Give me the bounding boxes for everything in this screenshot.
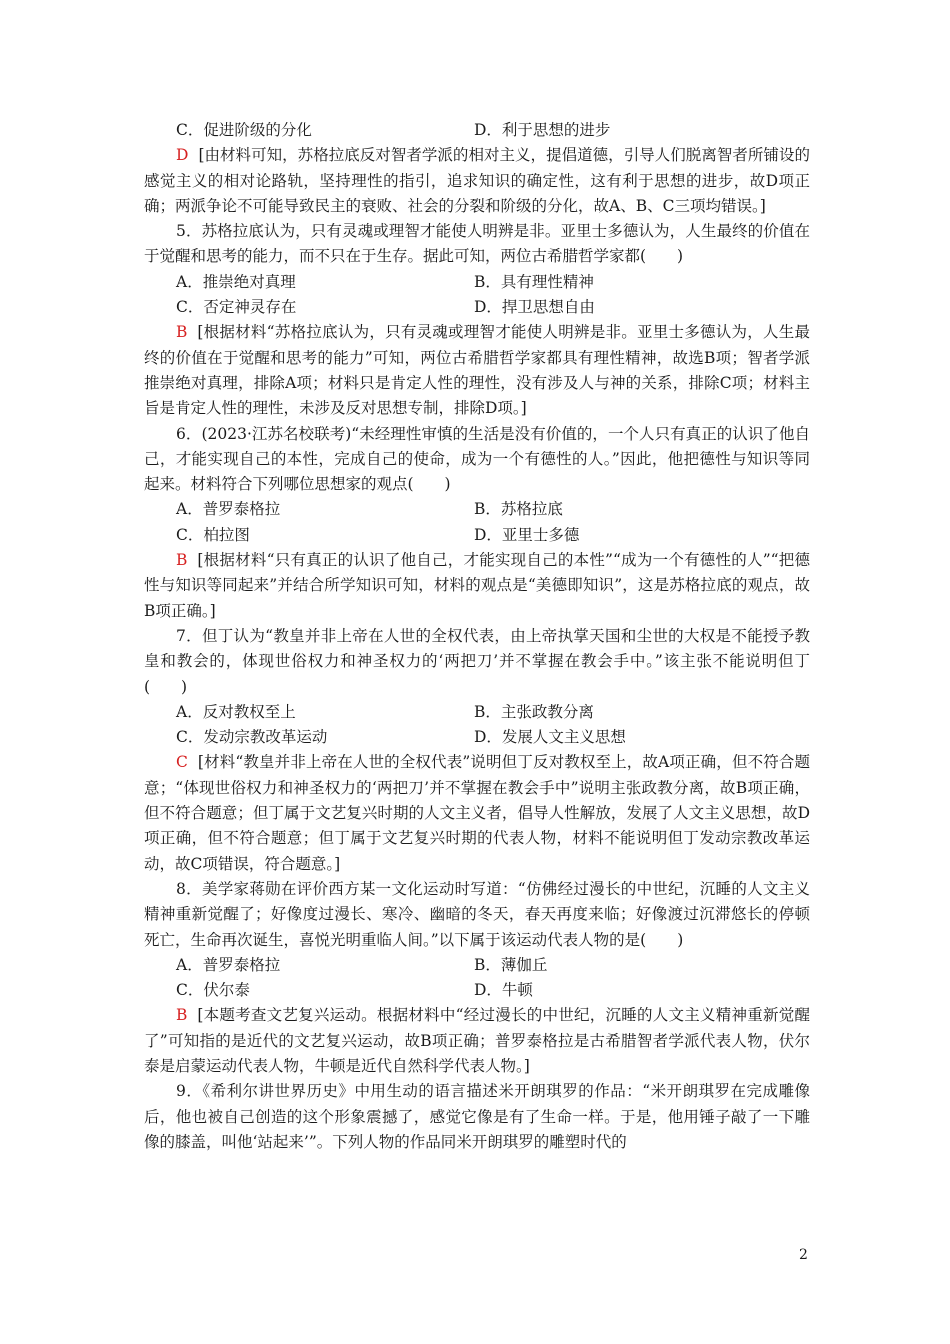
q6-options-ab (144, 497, 810, 522)
q8-explanation: [本题考查文艺复兴运动。根据材料中“经过漫长的中世纪，沉睡的人文主义精神重新觉醒了”可知指的是近代的文艺复兴运动，故B项正确；普罗泰格拉是古希腊智者学派代表人物，伏尔泰是启蒙运动代表人物，牛顿是近代自然科学代表人物。] (144, 1006, 810, 1075)
q4-options-cd (144, 118, 810, 143)
q5-answer-letter: B (176, 323, 188, 342)
q8-option-d: D．牛顿 (474, 981, 533, 1000)
q5-option-d: D．捍卫思想自由 (474, 298, 595, 317)
q4-answer-letter: D (176, 146, 189, 165)
q5-options-ab (144, 270, 810, 295)
q5-option-a: A．推崇绝对真理 (176, 272, 296, 291)
q5-explanation: [根据材料“苏格拉底认为，只有灵魂或理智才能使人明辨是非。亚里士多德认为，人生最终的价值在于觉醒和思考的能力”可知，两位古希腊哲学家都具有理性精神，故选B项；智者学派推崇绝对真理，排除A项；材料只是肯定人性的理性，没有涉及人与神的关系，排除C项；材料主旨是肯定人性的理性，未涉及反对思想专制，排除D项。] (144, 323, 810, 418)
q8-answer-block (144, 1003, 810, 1079)
q4-option-c: C．促进阶级的分化 (176, 121, 312, 139)
q5-stem: 5．苏格拉底认为，只有灵魂或理智才能使人明辨是非。亚里士多德认为，人生最终的价值在于觉醒和思考的能力，而不只在于生存。据此可知，两位古希腊哲学家都( ) (144, 222, 810, 266)
q6-option-b: B．苏格拉底 (474, 500, 563, 519)
q6-option-c: C．柏拉图 (176, 525, 250, 544)
page-content (144, 118, 810, 1155)
q9-stem: 9．《希利尔讲世界历史》中用生动的语言描述米开朗琪罗的作品：“米开朗琪罗在完成雕像后，他也被自己创造的这个形象震撼了，感觉它像是有了生命一样。于是，他用锤子敲了一下雕像的膝盖，叫他‘站起来’”。下列人物的作品同米开朗琪罗的雕塑时代的 (144, 1082, 810, 1151)
q6-option-d: D．亚里士多德 (474, 525, 580, 544)
q6-explanation: [根据材料“只有真正的认识了他自己，才能实现自己的本性”“成为一个有德性的人”“把德性与知识等同起来”并结合所学知识可知，材料的观点是“美德即知识”，这是苏格拉底的观点，故B项正确。] (144, 551, 810, 620)
q5-option-b: B．具有理性精神 (474, 272, 594, 291)
q6-option-a: A．普罗泰格拉 (176, 500, 281, 519)
q7-option-d: D．发展人文主义思想 (474, 728, 626, 747)
q7-option-b: B．主张政教分离 (474, 702, 594, 721)
q6-stem: 6．(2023·江苏名校联考)“未经理性审慎的生活是没有价值的，一个人只有真正的认识了他自己，才能实现自己的本性，完成自己的使命，成为一个有德性的人。”因此，他把德性与知识等同起来。材料符合下列哪位思想家的观点( ) (144, 424, 810, 494)
q7-answer-letter: C (176, 753, 188, 772)
q5-answer-block (144, 320, 810, 421)
q7-option-c: C．发动宗教改革运动 (176, 728, 328, 747)
q4-answer-block (144, 143, 810, 219)
q8-option-a: A．普罗泰格拉 (176, 955, 281, 974)
q6-answer-letter: B (176, 551, 188, 570)
q8-options-cd (144, 978, 810, 1003)
page-number: 2 (799, 1247, 808, 1263)
q6-options-cd (144, 523, 810, 548)
q4-explanation: [由材料可知，苏格拉底反对智者学派的相对主义，提倡道德，引导人们脱离智者所铺设的感觉主义的相对论路轨，坚持理性的指引，追求知识的确定性，这有利于思想的进步，故D项正确；两派争论不可能导致民主的衰败、社会的分裂和阶级的分化，故A、B、C三项均错误。] (144, 146, 810, 215)
q8-option-b: B．薄伽丘 (474, 955, 548, 974)
q8-options-ab (144, 953, 810, 978)
q7-options-ab (144, 700, 810, 725)
q7-explanation: [材料“教皇并非上帝在人世的全权代表”说明但丁反对教权至上，故A项正确，但不符合题意；“体现世俗权力和神圣权力的‘两把刀’并不掌握在教会手中”说明主张政教分离，故B项正确，但不符合题意；但丁属于文艺复兴时期的人文主义者，倡导人性解放，发展了人文主义思想，故D项正确，但不符合题意；但丁属于文艺复兴时期的代表人物，材料不能说明但丁发动宗教改革运动，故C项错误，符合题意。] (144, 753, 810, 873)
q7-stem: 7．但丁认为“教皇并非上帝在人世的全权代表，由上帝执掌天国和尘世的大权是不能授予教皇和教会的，体现世俗权力和神圣权力的‘两把刀’并不掌握在教会手中。”该主张不能说明但丁( ) (144, 626, 810, 696)
q7-answer-block (144, 750, 810, 876)
q8-answer-letter: B (176, 1006, 188, 1025)
q8-option-c: C．伏尔泰 (176, 981, 250, 1000)
q7-option-a: A．反对教权至上 (176, 702, 296, 721)
q6-answer-block (144, 548, 810, 624)
q5-option-c: C．否定神灵存在 (176, 298, 297, 317)
q4-option-d: D．利于思想的进步 (474, 121, 611, 139)
q5-options-cd (144, 295, 810, 320)
q7-options-cd (144, 725, 810, 750)
q8-stem: 8．美学家蒋勋在评价西方某一文化运动时写道：“仿佛经过漫长的中世纪，沉睡的人文主义精神重新觉醒了；好像度过漫长、寒冷、幽暗的冬天，春天再度来临；好像渡过沉滞悠长的停顿死亡，生命再次诞生，喜悦光明重临人间。”以下属于该运动代表人物的是( ) (144, 879, 810, 949)
